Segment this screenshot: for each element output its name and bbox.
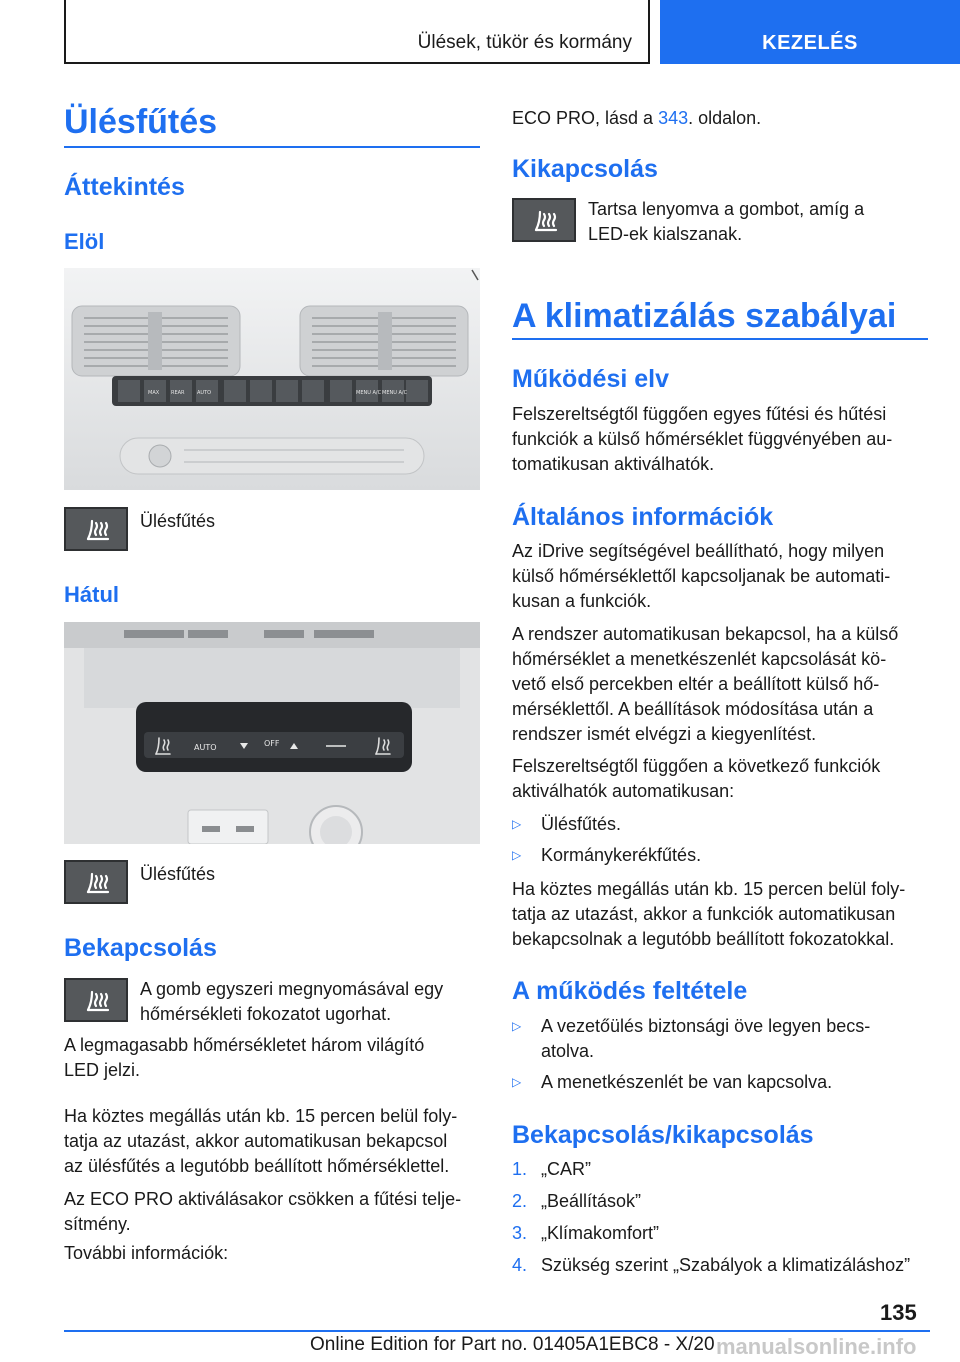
rear-console-illustration bbox=[64, 622, 480, 844]
footer-watermark: manualsonline.info bbox=[716, 1334, 917, 1359]
climate-rules-title: A klimatizálás szabályai bbox=[512, 297, 897, 335]
rear-heading: Hátul bbox=[64, 582, 119, 607]
step-text: „Klímakomfort” bbox=[541, 1223, 660, 1243]
front-btn-menu-1: MENU A/C bbox=[356, 390, 382, 396]
front-btn-rear: REAR bbox=[171, 390, 185, 396]
led-paragraph bbox=[64, 1033, 480, 1083]
general-line: rendszer ismét elvégzi a kiegyenlítést. bbox=[512, 724, 817, 744]
general-paragraph-2 bbox=[512, 622, 928, 747]
step-number: 4. bbox=[512, 1255, 528, 1275]
general-line: hőmérséklet a menetkészenlét kapcsolását kö‐ bbox=[512, 649, 887, 669]
list-item-text: A menetkészenlét be van kapcsolva. bbox=[541, 1072, 833, 1092]
page-title: Ülésfűtés bbox=[64, 103, 218, 141]
restart-paragraph-line: Ha köztes megállás után kb. 15 percen belül foly‐ bbox=[64, 1106, 458, 1126]
front-console-photo bbox=[64, 268, 480, 490]
step-text: „Beállítások” bbox=[541, 1191, 642, 1211]
condition-heading: A működés feltétele bbox=[512, 977, 748, 1005]
restart-paragraph bbox=[64, 1104, 480, 1179]
header-section-title: Ülések, tükör és kormány bbox=[417, 32, 632, 53]
eco-page-link[interactable]: 343 bbox=[658, 108, 689, 128]
rear-caption: Ülésfűtés bbox=[140, 864, 216, 884]
front-btn-auto: AUTO bbox=[197, 390, 212, 396]
eco-reference bbox=[512, 106, 761, 131]
off-text-line: Tartsa lenyomva a gombot, amíg a bbox=[588, 199, 865, 219]
step-text: Szükség szerint „Szabályok a klimatizáláshoz” bbox=[541, 1255, 911, 1275]
more-info-text: További információk: bbox=[64, 1243, 229, 1263]
off-heading: Kikapcsolás bbox=[512, 155, 658, 183]
list-item-line: A vezetőülés biztonsági öve legyen becs‐ bbox=[541, 1016, 871, 1036]
general-line: tatja az utazást, akkor a funkciók automatikusan bbox=[512, 904, 896, 924]
general-line: A rendszer automatikusan bekapcsol, ha a külső bbox=[512, 624, 899, 644]
off-text bbox=[588, 197, 928, 247]
on-text bbox=[140, 977, 480, 1027]
principle-line: tomatikusan aktiválhatók. bbox=[512, 454, 715, 474]
rear-btn-auto: AUTO bbox=[194, 743, 217, 752]
general-line: Ha köztes megállás után kb. 15 percen belül foly‐ bbox=[512, 879, 906, 899]
led-paragraph-line: LED jelzi. bbox=[64, 1060, 141, 1080]
restart-paragraph-line: tatja az utazást, akkor automatikusan bekapcsol bbox=[64, 1131, 448, 1151]
eco-paragraph-line: Az ECO PRO aktiválásakor csökken a fűtési telje‐ bbox=[64, 1189, 462, 1209]
seat-heating-icon bbox=[512, 198, 576, 242]
list-item-text: Kormánykerékfűtés. bbox=[541, 845, 702, 865]
front-console-illustration bbox=[64, 268, 480, 490]
front-btn-max: MAX bbox=[148, 390, 160, 396]
header-chapter-tab[interactable] bbox=[660, 0, 960, 64]
general-line: külső hőmérséklettől kapcsoljanak be automati‐ bbox=[512, 566, 891, 586]
principle-heading: Működési elv bbox=[512, 365, 669, 393]
list-item-text: Ülésfűtés. bbox=[541, 814, 622, 834]
eco-paragraph bbox=[64, 1187, 480, 1237]
title-rule bbox=[64, 146, 480, 148]
principle-line: funkciók a külső hőmérséklet függvényében au‐ bbox=[512, 429, 893, 449]
seat-heating-icon bbox=[64, 978, 128, 1022]
step-number: 1. bbox=[512, 1159, 528, 1179]
footer-rule bbox=[64, 1330, 930, 1332]
step-number: 3. bbox=[512, 1223, 528, 1243]
climate-title-rule bbox=[512, 338, 928, 340]
front-caption: Ülésfűtés bbox=[140, 511, 216, 531]
on-text-line: A gomb egyszeri megnyomásával egy bbox=[140, 979, 444, 999]
list-item-text bbox=[541, 1014, 931, 1064]
on-heading: Bekapcsolás bbox=[64, 934, 217, 962]
principle-paragraph bbox=[512, 402, 928, 477]
header-section-box bbox=[64, 0, 650, 64]
rear-btn-off: OFF bbox=[264, 739, 280, 748]
general-heading: Általános információk bbox=[512, 503, 774, 531]
general-paragraph-3 bbox=[512, 754, 928, 804]
off-text-line: LED-ek kialszanak. bbox=[588, 224, 743, 244]
seat-heating-icon bbox=[64, 860, 128, 904]
general-line: Az iDrive segítségével beállítható, hogy milyen bbox=[512, 541, 885, 561]
led-paragraph-line: A legmagasabb hőmérsékletet három világító bbox=[64, 1035, 425, 1055]
general-line: Felszereltségtől függően a következő funkciók bbox=[512, 756, 881, 776]
step-number: 2. bbox=[512, 1191, 528, 1211]
front-btn-menu-2: MENU A/C bbox=[382, 390, 408, 396]
step-text: „CAR” bbox=[541, 1159, 591, 1179]
overview-heading: Áttekintés bbox=[64, 173, 185, 201]
general-paragraph-1 bbox=[512, 539, 928, 614]
principle-line: Felszereltségtől függően egyes fűtési és hűtési bbox=[512, 404, 887, 424]
eco-reference-text: ECO PRO, lásd a bbox=[512, 108, 659, 128]
triangle-bullet-icon: ▷ bbox=[512, 1075, 522, 1089]
front-heading: Elöl bbox=[64, 229, 105, 254]
seat-heating-icon bbox=[64, 507, 128, 551]
onoff-heading: Bekapcsolás/kikapcsolás bbox=[512, 1121, 814, 1149]
footer-edition: Online Edition for Part no. 01405A1EBC8 - X/20 bbox=[310, 1334, 715, 1355]
eco-reference-text: . oldalon. bbox=[688, 108, 762, 128]
general-line: aktiválhatók automatikusan: bbox=[512, 781, 735, 801]
general-line: mérséklettől. A beállítások módosítása után a bbox=[512, 699, 874, 719]
general-line: kusan a funkciók. bbox=[512, 591, 652, 611]
eco-paragraph-line: sítmény. bbox=[64, 1214, 131, 1234]
general-line: vető első percekben eltér a beállított külső hő‐ bbox=[512, 674, 880, 694]
general-line: bekapcsolnak a legutóbb beállított fokozatokkal. bbox=[512, 929, 895, 949]
rear-console-photo bbox=[64, 622, 480, 844]
general-paragraph-4 bbox=[512, 877, 932, 952]
list-item-line: atolva. bbox=[541, 1041, 595, 1061]
restart-paragraph-line: az ülésfűtés a legutóbb beállított hőmérséklettel. bbox=[64, 1156, 450, 1176]
triangle-bullet-icon: ▷ bbox=[512, 848, 522, 862]
page-number: 135 bbox=[880, 1300, 917, 1325]
header-chapter-label: KEZELÉS bbox=[762, 32, 858, 54]
on-text-line: hőmérsékleti fokozatot ugorhat. bbox=[140, 1004, 392, 1024]
triangle-bullet-icon: ▷ bbox=[512, 817, 522, 831]
triangle-bullet-icon: ▷ bbox=[512, 1019, 522, 1033]
